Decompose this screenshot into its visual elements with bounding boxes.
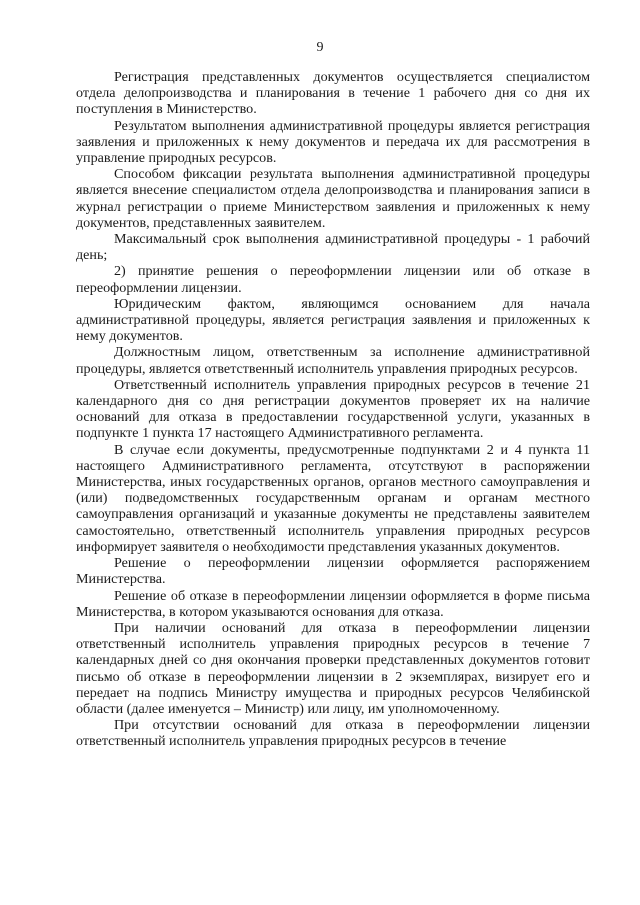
paragraph: Решение о переоформлении лицензии оформляется распоряжением Министерства.	[76, 555, 590, 588]
paragraph: Решение об отказе в переоформлении лицензии оформляется в форме письма Министерства, в котором указываются основания для отказа.	[76, 587, 590, 620]
document-body	[76, 69, 590, 750]
paragraph: При наличии оснований для отказа в переоформлении лицензии ответственный исполнитель управления природных ресурсов в течение 7 календарных дней со дня окончания проверки представленных документов готовит письмо об отказе в переоформлении лицензии в 2 экземплярах, визирует его и передает на подпись Министру имущества и природных ресурсов Челябинской области (далее именуется – Министр) или лицу, им уполномоченному.	[76, 619, 590, 717]
paragraph: Способом фиксации результата выполнения административной процедуры является внесение специалистом отдела делопроизводства и планирования записи в журнал регистрации о приеме Министерством заявления и приложенных к нему документов, представленных заявителем.	[76, 166, 590, 231]
paragraph: Регистрация представленных документов осуществляется специалистом отдела делопроизводства и планирования в течение 1 рабочего дня со дня их поступления в Министерство.	[76, 69, 590, 118]
paragraph: Максимальный срок выполнения административной процедуры - 1 рабочий день;	[76, 231, 590, 264]
paragraph: В случае если документы, предусмотренные подпунктами 2 и 4 пункта 11 настоящего Административного регламента, отсутствуют в распоряжении Министерства, иных государственных органов, органов местного самоуправления и (или) подведомственных государственным органам и органам местного самоуправления организаций и указанные документы не представлены заявителем самостоятельно, ответственный исполнитель управления природных ресурсов информирует заявителя о необходимости представления указанных документов.	[76, 441, 590, 555]
paragraph: 2) принятие решения о переоформлении лицензии или об отказе в переоформлении лицензии.	[76, 263, 590, 296]
paragraph: Ответственный исполнитель управления природных ресурсов в течение 21 календарного дня со дня регистрации документов проверяет их на наличие оснований для отказа в предоставлении государственной услуги, указанных в подпункте 1 пункта 17 настоящего Административного регламента.	[76, 376, 590, 442]
page-number: 9	[316, 40, 324, 55]
paragraph: Юридическим фактом, являющимся основанием для начала административной процедуры, является регистрация заявления и приложенных к нему документов.	[76, 295, 590, 345]
paragraph: При отсутствии оснований для отказа в переоформлении лицензии ответственный исполнитель управления природных ресурсов в течение	[76, 717, 590, 750]
paragraph: Должностным лицом, ответственным за исполнение административной процедуры, является ответственный исполнитель управления природных ресурсов.	[76, 344, 590, 377]
paragraph: Результатом выполнения административной процедуры является регистрация заявления и приложенных к нему документов и передача их для рассмотрения в управление природных ресурсов.	[76, 117, 590, 167]
